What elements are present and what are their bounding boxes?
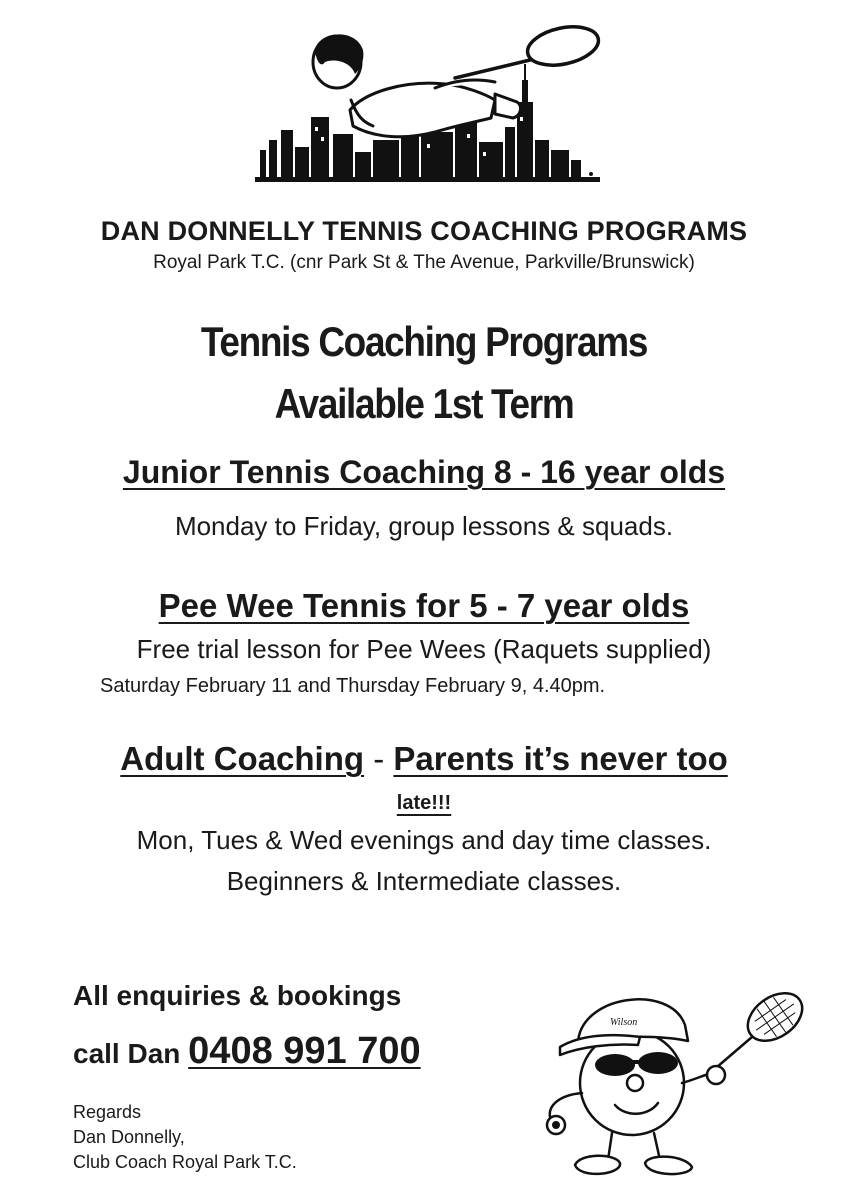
parents-message: Parents it’s never too (393, 740, 728, 777)
adult-coaching-heading (0, 740, 848, 778)
heading-dash: - (364, 740, 394, 777)
regards-text: Regards (73, 1102, 142, 1122)
adult-levels: Beginners & Intermediate classes. (226, 866, 622, 896)
coach-role: Club Coach Royal Park T.C. (73, 1152, 297, 1172)
tennis-ball-mascot-icon (520, 965, 810, 1190)
adult-coaching-label: Adult Coaching (120, 740, 365, 777)
phone-number[interactable]: 0408 991 700 (188, 1030, 421, 1072)
signoff-block (73, 1100, 297, 1175)
parents-message-continued: late!!! (396, 792, 452, 814)
junior-coaching-details: Monday to Friday, group lessons & squads. (174, 511, 674, 541)
venue-address: Royal Park T.C. (cnr Park St & The Avenue, Parkville/Brunswick) (153, 252, 695, 273)
headline-line-1: Tennis Coaching Programs (200, 318, 648, 365)
program-title: DAN DONNELLY TENNIS COACHING PROGRAMS (100, 216, 748, 246)
peewee-trial-dates: Saturday February 11 and Thursday February 9, 4.40pm. (100, 675, 606, 697)
cap-logo-text: Wilson (610, 1017, 638, 1028)
headline-line-2: Available 1st Term (274, 380, 574, 427)
coach-name: Dan Donnelly, (73, 1127, 185, 1147)
tennis-player-skyline-icon (255, 22, 615, 187)
junior-coaching-heading: Junior Tennis Coaching 8 - 16 year olds (122, 454, 726, 490)
enquiries-label: All enquiries & bookings (73, 980, 402, 1011)
peewee-tennis-heading: Pee Wee Tennis for 5 - 7 year olds (158, 587, 690, 624)
call-line (73, 1030, 421, 1073)
call-prefix: call Dan (73, 1038, 189, 1069)
adult-schedule: Mon, Tues & Wed evenings and day time classes. (136, 825, 712, 855)
peewee-trial-offer: Free trial lesson for Pee Wees (Raquets supplied) (136, 634, 712, 664)
